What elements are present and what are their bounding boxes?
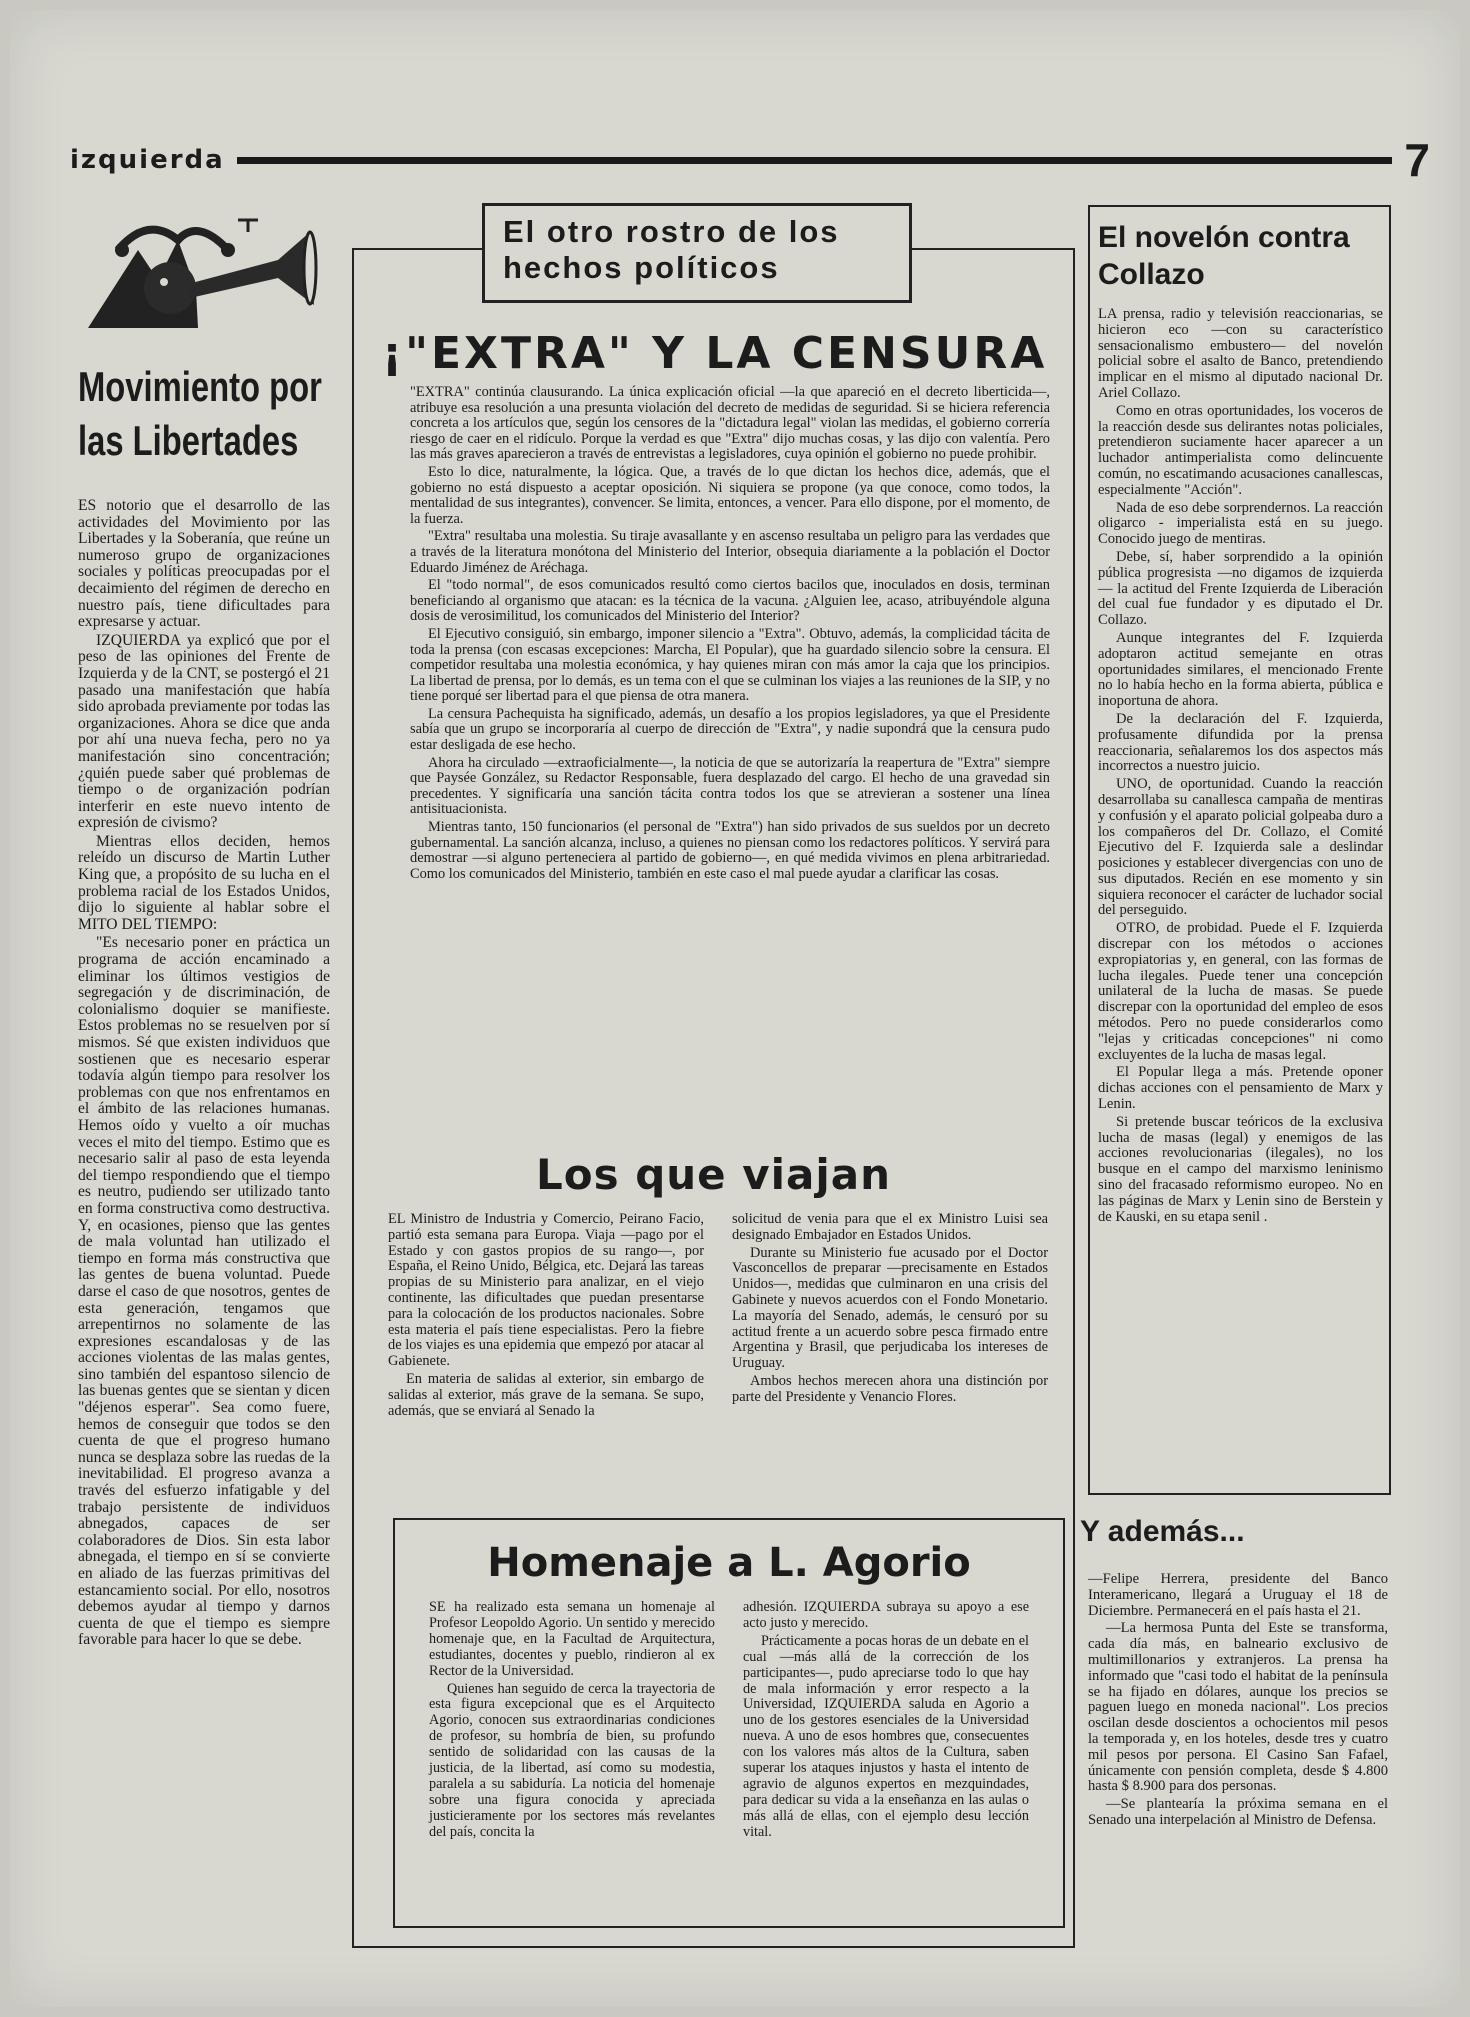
section-name: izquierda	[70, 145, 225, 175]
paragraph: Ahora ha circulado —extraoficialmente—, la noticia de que se autorizaría la reapertura de "Extra" siempre que Paysée González, su Redactor Responsable, fuera desplazado del cargo. El hecho de una gravedad sin precedentes. Y significaría una sanción tácita contra todos los que se atrevieran a sostener una línea antisituacionista.	[410, 754, 1050, 818]
paragraph: Quienes han seguido de cerca la trayectoria de esta figura excepcional que es el Arquitecto Agorio, conocen sus extraordinarias condiciones de profesor, su hombría de bien, su profundo sentido de solidaridad con las causas de la justicia, de la libertad, así como su modestia, paralela a su sabiduría. La noticia del homenaje sobre una figura conocida y apreciada justicieramente por los sectores más revelantes del país, concita la	[429, 1680, 715, 1840]
right-article-body	[1098, 307, 1383, 1225]
paragraph: Mientras tanto, 150 funcionarios (el personal de "Extra") han sido privados de sus sueldos por un decreto gubernamental. La sanción alcanza, incluso, a quienes no piensan como los redactores políticos. Y servirá para demostrar —si alguno perteneciera al partido de gobierno—, en qué medida vivimos en plena arbitrariedad. Como los comunicados del Ministerio, también en este caso el mal puede ayudar a clarificar las cosas.	[410, 819, 1050, 882]
paragraph: UNO, de oportunidad. Cuando la reacción desarrollaba su canallesca campaña de mentiras y confusión y el aparato policial golpeaba duro a los compañeros del Dr. Collazo, el Comité Ejecutivo del F. Izquierda sale a deslindar posiciones y establecer divergencias con uno de sus diputados. Recién en ese momento y sin siquiera reconocer el carácter de luchador social del perseguido.	[1098, 776, 1383, 919]
paragraph: Debe, sí, haber sorprendido a la opinión pública progresista —no digamos de izquierda— la actitud del Frente Izquierda de Liberación del cual fue fundador y es diputado el Dr. Collazo.	[1098, 548, 1383, 629]
ademas-body	[1088, 1572, 1388, 1831]
paragraph: "Es necesario poner en práctica un programa de acción encaminado a eliminar los últimos vestigios de segregación y de discriminación, de colonialismo doquier se manifieste. Estos problemas no se resuelven por sí mismos. Sé que existen individuos que sostienen que es necesario esperar todavía algún tiempo para resolver los problemas con que nos enfrentamos en el ámbito de las relaciones humanas. Hemos oído y vuelto a oír muchas veces el mito del tiempo. Estimo que es necesario salir al paso de esta leyenda del tiempo respondiendo que el tiempo es neutro, pudiendo ser utilizado tanto en forma constructiva como destructiva. Y, en ocasiones, pienso que las gentes de mala voluntad han utilizado el tiempo en forma más constructiva que las gentes de buena voluntad. Puede darse el caso de que nosotros, gentes de esta generación, tengamos que arrepentirnos no solamente de las expresiones escandalosas y de las acciones violentas de las malas gentes, sino también del espantoso silencio de las buenas gentes que se sientan y dicen "déjenos esperar". Sea como fuere, hemos de conseguir que todos se den cuenta de que el progreso humano nunca se desplaza sobre las ruedas de la inevitabilidad. El progreso avanza a través del esfuerzo infatigable y del trabajo persistente de individuos abnegados, capaces de ser colaboradores de Dios. Sin esta labor abnegada, el tiempo en sí se convierte en aliado de las fuerzas primitivas del estancamiento social. Por ello, nosotros debemos ayudar al tiempo y darnos cuenta de que el tiempo es siempre favorable para hacer lo que se debe.	[78, 934, 330, 1649]
paragraph: Mientras ellos deciden, hemos releído un discurso de Martin Luther King que, a propósito de su lucha en el problema racial de los Estados Unidos, dijo lo siguiente al hablar sobre el MITO DEL TIEMPO:	[78, 832, 330, 933]
left-article-title: Movimiento por las Libertades	[78, 363, 322, 464]
paragraph: IZQUIERDA ya explicó que por el peso de las opiniones del Frente de Izquierda y de la CNT, se postergó el 21 pasado una manifestación que había sido aprobada previamente por todas las organizaciones. Ahora se dice que anda por ahí una nueva fecha, pero no ya manifestación sino concentración; ¿quién puede saber qué problemas de tiempo o de organización podrían interferir en este nuevo intento de expresión de civismo?	[78, 631, 330, 832]
paragraph: —La hermosa Punta del Este se transforma, cada día más, en balneario exclusivo de multimillonarios y extranjeros. La prensa ha informado que "casi todo el habitat de la península se ha fijado en dólares, aunque los precios se paguen luego en moneda nacional". Los precios oscilan desde doscientos a ochocientos mil pesos la temporada y, en los hoteles, desde tres y cuatro mil pesos por persona. El Casino San Fafael, únicamente con pensión completa, desde $ 4.800 hasta $ 8.900 para dos personas.	[1088, 1620, 1388, 1795]
paragraph: De la declaración del F. Izquierda, profusamente difundida por la prensa reaccionaria, señalaremos los dos aspectos más incorrectos a nuestro juicio.	[1098, 710, 1383, 775]
paragraph: LA prensa, radio y televisión reaccionarias, se hicieron eco —con su característico sensacionalismo embustero— del novelón policial sobre el asalto de Banco, pretendiendo implicar en el mismo al diputado nacional Dr. Ariel Collazo.	[1098, 306, 1383, 401]
extra-article-title: ¡"EXTRA" Y LA CENSURA	[382, 328, 1048, 379]
paragraph: EL Ministro de Industria y Comercio, Peirano Facio, partió esta semana para Europa. Viaja —pago por el Estado y con gastos propios de su rango—, por España, el Reino Unido, Bélgica, etc. Dejará las tareas propias de su Ministerio para analizar, en el viejo continente, las dificultades que puedan presentarse para la colocación de los productos nacionales. Sobre esta materia el país tiene especialistas. Pero la fiebre de los viajes es una epidemia que empezó por atacar al Gabienete.	[388, 1211, 704, 1370]
right-article-box	[1088, 205, 1391, 1495]
paragraph: El Ejecutivo consiguió, sin embargo, imponer silencio a "Extra". Obtuvo, además, la complicidad tácita de toda la prensa (con escasas excepciones: Marcha, El Popular), que ha guardado silencio sobre la censura. El competidor resultaba una molestia económica, y hay quienes miran con más amor la caja que los principios. La libertad de prensa, por lo demás, es un tema con el que se culminan los viajes a las reuniones de la SIP, y no tiene porqué ser libertad para el que piensa de otra manera.	[410, 625, 1050, 705]
homenaje-column-2	[743, 1600, 1029, 1843]
paragraph: Ambos hechos merecen ahora una distinción por parte del Presidente y Venancio Flores.	[732, 1372, 1048, 1405]
running-header	[70, 134, 1430, 186]
paragraph: adhesión. IZQUIERDA subraya su apoyo a ese acto justo y merecido.	[743, 1599, 1029, 1631]
left-article-body	[78, 498, 330, 1649]
page-number: 7	[1404, 134, 1430, 186]
center-kicker: El otro rostro de los hechos políticos	[482, 203, 912, 303]
paragraph: Durante su Ministerio fue acusado por el Doctor Vasconcellos de preparar —precisamente en Estados Unidos—, medidas que culminaron en una crisis del Gabinete y nuevos acuerdos con el Fondo Monetario. La mayoría del Senado, además, le censuró por su actitud frente a un acuerdo sobre pesca firmado entre Argentina y Brasil, que perjudicaba los intereses de Uruguay.	[732, 1244, 1048, 1372]
jester-trumpet-icon	[78, 210, 318, 340]
extra-article-body	[410, 385, 1050, 884]
header-rule	[237, 157, 1393, 164]
paragraph: El Popular llega a más. Pretende oponer dichas acciones con el pensamiento de Marx y Lenin.	[1098, 1064, 1383, 1113]
paragraph: —Felipe Herrera, presidente del Banco Interamericano, llegará a Uruguay el 18 de Diciembre. Permanecerá en el país hasta el 21.	[1088, 1571, 1388, 1619]
paragraph: SE ha realizado esta semana un homenaje al Profesor Leopoldo Agorio. Un sentido y merecido homenaje que, en la Facultad de Arquitectura, estudiantes, docentes y pueblo, rindieron al ex Rector de la Universidad.	[429, 1599, 715, 1679]
homenaje-body	[429, 1600, 1029, 1843]
left-column	[78, 210, 330, 1950]
paragraph: —Se plantearía la próxima semana en el Senado una interpelación al Ministro de Defensa.	[1088, 1796, 1388, 1828]
viajan-title: Los que viajan	[535, 1150, 892, 1199]
right-article-title: El novelón contra Collazo	[1098, 221, 1350, 291]
paragraph: Prácticamente a pocas horas de un debate en el cual —más allá de la corrección de los participantes—, pudo apreciarse todo lo que hay de mala información y error respecto a la Universidad, IZQUIERDA saluda en Agorio a uno de los gestores esenciales de la Universidad nueva. A uno de esos hombres que, consecuentes con los valores más altos de la Cultura, saben superar los ataques injustos y hasta el intento de agravio de algunos expertos en mezquindades, para dedicar su vida a la enseñanza en las aulas o más allá de ellas, con el ejemplo desu lección vital.	[743, 1632, 1029, 1840]
viajan-column-2	[732, 1212, 1048, 1421]
paragraph: Nada de eso debe sorprendernos. La reacción oligarco - imperialista está en su juego. Conocido juego de mentiras.	[1098, 499, 1383, 548]
homenaje-title: Homenaje a L. Agorio	[487, 1540, 971, 1586]
paragraph: En materia de salidas al exterior, sin embargo de salidas al exterior, más grave de la semana. Se supo, además, que se enviará al Senado la	[388, 1370, 704, 1419]
paragraph: Aunque integrantes del F. Izquierda adoptaron actitud semejante en otras oportunidades similares, el mencionado Frente no lo había hecho en la forma abierta, pública e inoportuna de ahora.	[1098, 629, 1383, 710]
paragraph: El "todo normal", de esos comunicados resultó como ciertos bacilos que, inoculados en dosis, terminan beneficiando al organismo que atacan: es la técnica de la vacuna. ¿Alguien lee, acaso, atribuyéndole alguna dosis de verosimilitud, los comunicados del Ministerio del Interior?	[410, 577, 1050, 625]
viajan-column-1	[388, 1212, 704, 1421]
paragraph: "EXTRA" continúa clausurando. La única explicación oficial —la que apareció en el decreto liberticida—, atribuye esa resolución a una presunta violación del decreto de medidas de seguridad. Si se hiciera referencia concreta a los artículos que, según los censores de la "dictadura legal" violan las medidas, el gobierno correría riesgo de caer en el ridículo. Porque la verdad es que "Extra" dijo muchas cosas, y las dijo con valentía. Pero las más graves aparecieron a través de entrevistas a legisladores, cuya opinión el gobierno no puede prohibir.	[410, 384, 1050, 463]
paragraph: Si pretende buscar teóricos de la exclusiva lucha de masas (legal) y enemigos de las acciones revolucionarias (ilegales), no los busque en el campo del marxismo leninismo sino del fracasado reformismo europeo. No en las páginas de Marx y Lenin sino de Berstein y de Kauski, en su etapa senil .	[1098, 1113, 1383, 1225]
viajan-body	[388, 1212, 1048, 1421]
paragraph: La censura Pachequista ha significado, además, un desafío a los propios legisladores, ya que el Presidente sabía que un grupo se incorporaría al cuerpo de dirección de "Extra", y nadie supondrá que la censura pudo estar desligada de ese hecho.	[410, 705, 1050, 754]
paragraph: Esto lo dice, naturalmente, la lógica. Que, a través de lo que dictan los hechos dice, además, que el gobierno no está dispuesto a aceptar oposición. Ni siquiera se propone (ya que conoce, como todos, la mentalidad de sus integrantes), convencer. Se limita, entonces, a vencer. Para ello dispone, por el momento, de la fuerza.	[410, 463, 1050, 527]
paragraph: solicitud de venia para que el ex Ministro Luisi sea designado Embajador en Estados Unidos.	[732, 1211, 1048, 1243]
homenaje-box	[393, 1518, 1065, 1928]
paragraph: OTRO, de probidad. Puede el F. Izquierda discrepar con los métodos o acciones expropiatorias y, en general, con las formas de lucha ilegales. Puede tener una concepción unilateral de la lucha de masas. Se puede discrepar con la oportunidad del empleo de esos métodos. Pero no puede considerarlos como "lejas y criticadas concepciones" ni como excluyentes de la lucha de masas legal.	[1098, 920, 1383, 1063]
paragraph: "Extra" resultaba una molestia. Su tiraje avasallante y en ascenso resultaba un peligro para las verdades que a través de la literatura monótona del Ministerio del Interior, obsequia diariamente a la población el Doctor Eduardo Jiménez de Aréchaga.	[410, 528, 1050, 576]
paragraph: ES notorio que el desarrollo de las actividades del Movimiento por las Libertades y la Soberanía, que reúne un numeroso grupo de organizaciones sociales y políticas preocupadas por el decaimiento del régimen de derecho en nuestro país, tiene dificultades para expresarse y actuar.	[78, 497, 330, 631]
paragraph: Como en otras oportunidades, los voceros de la reacción desde sus delirantes notas policiales, pretendieron suciamente hacer aparecer a un luchador antimperialista como delincuente común, no escatimando acusaciones canallescas, especialmente "Acción".	[1098, 402, 1383, 498]
ademas-title: Y además...	[1080, 1515, 1245, 1548]
homenaje-column-1	[429, 1600, 715, 1843]
